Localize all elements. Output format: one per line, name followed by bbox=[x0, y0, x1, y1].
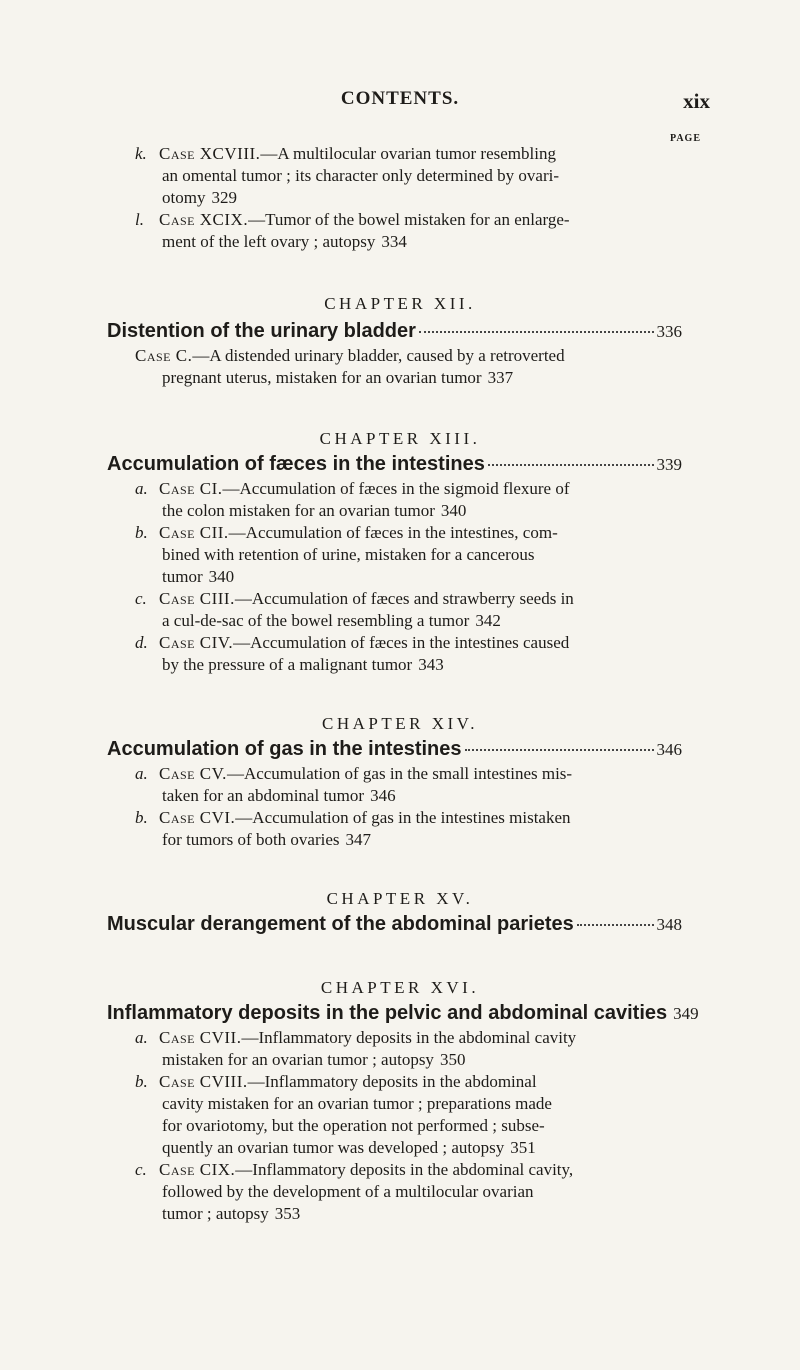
case-number: Case XCIX. bbox=[159, 210, 249, 229]
entry-description: by the pressure of a malignant tumor bbox=[162, 655, 413, 674]
entry-text bbox=[135, 209, 682, 253]
entry-letter: b. bbox=[135, 523, 148, 542]
entry-letter: b. bbox=[135, 808, 148, 827]
chapter-title-line bbox=[107, 913, 682, 936]
chapter-title-line bbox=[107, 320, 682, 343]
entry-line bbox=[135, 1115, 682, 1137]
entry-line bbox=[135, 1159, 682, 1181]
entry-page-number: 353 bbox=[274, 1204, 301, 1223]
entry-line bbox=[135, 610, 682, 632]
entry-line-text bbox=[162, 1138, 504, 1157]
entry-description: ment of the left ovary ; autopsy bbox=[162, 232, 376, 251]
case-number: Case CVI. bbox=[159, 808, 236, 827]
entry-line-text bbox=[162, 655, 412, 674]
contents-entry bbox=[135, 763, 682, 807]
chapter-title-line bbox=[107, 738, 682, 761]
entry-letter: l. bbox=[135, 210, 144, 229]
contents-entry bbox=[135, 345, 682, 389]
chapter-title bbox=[107, 320, 682, 343]
entry-line-text bbox=[162, 567, 203, 586]
contents-entry bbox=[135, 1071, 682, 1159]
entry-page-number: 337 bbox=[487, 368, 514, 387]
entry-description: —A distended urinary bladder, caused by a retroverted bbox=[192, 346, 565, 365]
entry-line bbox=[135, 588, 682, 610]
contents-entry bbox=[135, 632, 682, 676]
entry-line-text bbox=[162, 188, 205, 207]
entry-line bbox=[135, 1181, 682, 1203]
chapter-title bbox=[107, 1002, 699, 1025]
chapter-label: CHAPTER XII. bbox=[324, 294, 476, 313]
contents-entry bbox=[135, 588, 682, 632]
entry-line bbox=[135, 165, 682, 187]
entry-line bbox=[135, 1093, 682, 1115]
entry-description: quently an ovarian tumor was developed ; autopsy bbox=[162, 1138, 505, 1157]
entry-letter: c. bbox=[135, 589, 147, 608]
chapter-page-number: 336 bbox=[656, 322, 682, 341]
entry-line-text bbox=[162, 611, 469, 630]
chapter-title-line bbox=[107, 1002, 699, 1025]
entry-line bbox=[135, 807, 682, 829]
entry-text bbox=[135, 632, 682, 676]
page-column-label: PAGE bbox=[669, 133, 701, 144]
entry-text bbox=[135, 1027, 682, 1071]
entry-description: taken for an abdominal tumor bbox=[162, 786, 365, 805]
entry-text bbox=[135, 588, 682, 632]
chapter-label: CHAPTER XVI. bbox=[320, 978, 480, 997]
entry-description: for tumors of both ovaries bbox=[162, 830, 340, 849]
entry-letter: a. bbox=[135, 1028, 148, 1047]
case-number: Case CIV. bbox=[159, 633, 234, 652]
dot-leader bbox=[577, 923, 654, 926]
chapter-title-text: Inflammatory deposits in the pelvic and abdominal cavities bbox=[107, 1002, 668, 1024]
entry-line bbox=[135, 544, 682, 566]
entry-line bbox=[135, 367, 682, 389]
entry-description: —Inflammatory deposits in the abdominal cavity, bbox=[235, 1160, 574, 1179]
entry-letter: a. bbox=[135, 764, 148, 783]
contents-entry bbox=[135, 143, 682, 209]
contents-entry bbox=[135, 1027, 682, 1071]
entry-line-text bbox=[162, 368, 482, 387]
entry-page-number: 334 bbox=[381, 232, 407, 251]
chapter-page-number: 339 bbox=[656, 455, 682, 474]
entry-text bbox=[135, 143, 682, 209]
entry-line bbox=[135, 500, 682, 522]
entry-line-text bbox=[162, 1204, 269, 1223]
entry-description: the colon mistaken for an ovarian tumor bbox=[162, 501, 435, 520]
entry-page-number: 350 bbox=[439, 1050, 466, 1069]
chapter-title-text: Distention of the urinary bladder bbox=[107, 320, 416, 342]
chapter-title bbox=[107, 453, 682, 476]
entry-description: —Accumulation of fæces and strawberry seeds in bbox=[234, 589, 574, 608]
contents-entry bbox=[135, 209, 682, 253]
case-number: Case C. bbox=[135, 346, 193, 365]
entry-text bbox=[135, 522, 682, 588]
dot-leader bbox=[419, 330, 654, 333]
entry-page-number: 351 bbox=[510, 1138, 536, 1157]
entry-description: an omental tumor ; its character only determined by ovari- bbox=[162, 166, 560, 185]
running-title: CONTENTS. bbox=[340, 88, 460, 109]
entry-page-number: 340 bbox=[440, 501, 467, 520]
entry-letter: a. bbox=[135, 479, 148, 498]
entry-line bbox=[135, 785, 682, 807]
entry-description: otomy bbox=[162, 188, 206, 207]
chapter-title-text: Muscular derangement of the abdominal parietes bbox=[107, 913, 574, 935]
entry-description: —Accumulation of fæces in the intestines caused bbox=[233, 633, 570, 652]
entry-page-number: 343 bbox=[418, 655, 444, 674]
entry-text bbox=[135, 345, 682, 389]
entry-letter: d. bbox=[135, 633, 148, 652]
contents-entry bbox=[135, 478, 682, 522]
entry-text bbox=[135, 1071, 682, 1159]
entry-description: —Accumulation of gas in the small intestines mis- bbox=[226, 764, 573, 783]
entry-description: cavity mistaken for an ovarian tumor ; preparations made bbox=[162, 1094, 552, 1113]
entry-text bbox=[135, 763, 682, 807]
case-number: Case XCVIII. bbox=[159, 144, 261, 163]
entry-line bbox=[135, 345, 682, 367]
contents-entry bbox=[135, 522, 682, 588]
chapter-label: CHAPTER XIII. bbox=[319, 429, 481, 448]
entry-line-text bbox=[162, 501, 435, 520]
chapter-label: CHAPTER XIV. bbox=[322, 714, 478, 733]
contents-entry bbox=[135, 1159, 682, 1225]
entry-description: —Inflammatory deposits in the abdominal cavity bbox=[241, 1028, 577, 1047]
entry-page-number: 340 bbox=[208, 567, 235, 586]
entry-description: —Inflammatory deposits in the abdominal bbox=[247, 1072, 537, 1091]
entry-text bbox=[135, 478, 682, 522]
contents-entry bbox=[135, 807, 682, 851]
entry-line bbox=[135, 187, 682, 209]
entry-description: bined with retention of urine, mistaken for a cancerous bbox=[162, 545, 535, 564]
chapter-title-text: Accumulation of fæces in the intestines bbox=[107, 453, 485, 475]
entry-letter: c. bbox=[135, 1160, 147, 1179]
entry-line bbox=[135, 566, 682, 588]
entry-description: tumor ; autopsy bbox=[162, 1204, 269, 1223]
entry-line bbox=[135, 829, 682, 851]
entry-line-text bbox=[162, 830, 340, 849]
entry-line bbox=[135, 1203, 682, 1225]
entry-line bbox=[135, 1137, 682, 1159]
entry-page-number: 346 bbox=[370, 786, 396, 805]
entry-description: —Accumulation of gas in the intestines mistaken bbox=[235, 808, 571, 827]
case-number: Case CIX. bbox=[159, 1160, 236, 1179]
entry-line bbox=[135, 1049, 682, 1071]
chapter-title bbox=[107, 913, 682, 936]
entry-line-text bbox=[162, 232, 375, 251]
page-number: xix bbox=[683, 89, 710, 113]
entry-line bbox=[135, 209, 682, 231]
case-number: Case CII. bbox=[159, 523, 229, 542]
case-number: Case CVIII. bbox=[159, 1072, 248, 1091]
entry-description: —Tumor of the bowel mistaken for an enlarge- bbox=[248, 210, 570, 229]
chapter-label: CHAPTER XV. bbox=[326, 889, 474, 908]
entry-text bbox=[135, 807, 682, 851]
chapter-page-number: 348 bbox=[656, 915, 682, 934]
entry-line bbox=[135, 1071, 682, 1093]
case-number: Case CI. bbox=[159, 479, 223, 498]
chapter-title-text: Accumulation of gas in the intestines bbox=[107, 738, 462, 760]
chapter-title bbox=[107, 738, 682, 761]
dot-leader bbox=[465, 748, 654, 751]
entry-line-text bbox=[162, 786, 364, 805]
entry-description: mistaken for an ovarian tumor ; autopsy bbox=[162, 1050, 434, 1069]
entry-description: a cul-de-sac of the bowel resembling a tumor bbox=[162, 611, 470, 630]
running-head bbox=[0, 88, 800, 114]
case-number: Case CVII. bbox=[159, 1028, 242, 1047]
dot-leader bbox=[488, 463, 654, 466]
chapter-title-line bbox=[107, 453, 682, 476]
entry-line bbox=[135, 1027, 682, 1049]
entry-description: tumor bbox=[162, 567, 203, 586]
case-number: Case CIII. bbox=[159, 589, 235, 608]
entry-letter: b. bbox=[135, 1072, 148, 1091]
entry-line bbox=[135, 522, 682, 544]
entry-line bbox=[135, 143, 682, 165]
entry-line bbox=[135, 478, 682, 500]
entry-page-number: 347 bbox=[345, 830, 372, 849]
entry-line bbox=[135, 231, 682, 253]
entry-description: for ovariotomy, but the operation not performed ; subse- bbox=[162, 1116, 545, 1135]
entry-page-number: 342 bbox=[475, 611, 501, 630]
entry-line bbox=[135, 632, 682, 654]
entry-description: —Accumulation of fæces in the intestines, com- bbox=[228, 523, 558, 542]
chapter-page-number: 349 bbox=[673, 1004, 699, 1023]
entry-description: pregnant uterus, mistaken for an ovarian tumor bbox=[162, 368, 482, 387]
chapter-page-number: 346 bbox=[656, 740, 682, 759]
entry-text bbox=[135, 1159, 682, 1225]
entry-line bbox=[135, 763, 682, 785]
entry-description: —A multilocular ovarian tumor resembling bbox=[260, 144, 556, 163]
entry-line-text bbox=[162, 1050, 434, 1069]
entry-description: —Accumulation of fæces in the sigmoid flexure of bbox=[222, 479, 570, 498]
entry-line bbox=[135, 654, 682, 676]
case-number: Case CV. bbox=[159, 764, 227, 783]
entry-page-number: 329 bbox=[211, 188, 237, 207]
entry-description: followed by the development of a multilocular ovarian bbox=[162, 1182, 534, 1201]
entry-letter: k. bbox=[135, 144, 147, 163]
